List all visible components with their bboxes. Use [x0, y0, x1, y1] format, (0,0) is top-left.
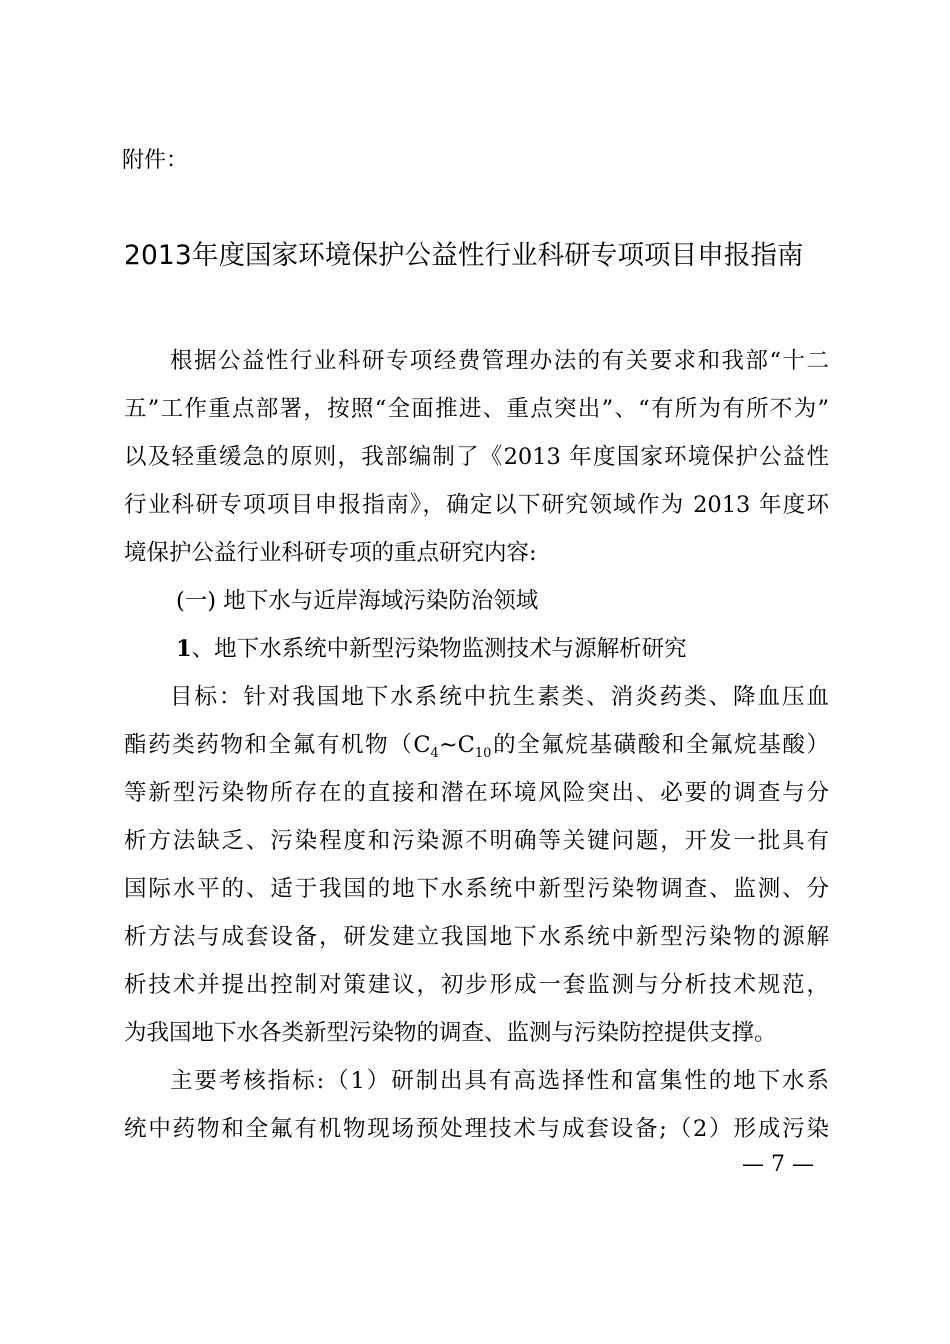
goal-text: 的全氟烷基磺酸和全氟烷基酸）	[491, 732, 829, 758]
annex-label: 附件：	[122, 148, 189, 173]
indicator-line: 主要考核指标:（1）研制出具有高选择性和富集性的地下水系	[170, 1068, 829, 1094]
goal-line: 为我国地下水各类新型污染物的调查、监测与污染防控提供支撑。	[124, 1020, 777, 1046]
intro-line: 以及轻重缓急的原则，我部编制了《2013 年度国家环境保护公益性	[124, 444, 829, 470]
goal-text: 酯药类药物和全氟有机物（C	[124, 732, 431, 758]
item-heading	[124, 625, 829, 673]
intro-line: 五”工作重点部署，按照“全面推进、重点突出”、“有所为有所不为”	[124, 396, 829, 422]
goal-line: 析技术并提出控制对策建议，初步形成一套监测与分析技术规范，	[124, 972, 829, 998]
document-title: 2013年度国家环境保护公益性行业科研专项项目申报指南	[124, 240, 804, 271]
goal-text: ~C	[438, 732, 475, 758]
document-body	[124, 337, 829, 1153]
item-title: 、地下水系统中新型污染物监测技术与源解析研究	[191, 636, 687, 662]
section-heading: (一) 地下水与近岸海域污染防治领域	[176, 588, 539, 614]
goal-line: 国际水平的、适于我国的地下水系统中新型污染物调查、监测、分	[124, 876, 829, 902]
subscript: 4	[430, 746, 439, 761]
intro-line: 境保护公益行业科研专项的重点研究内容:	[124, 540, 537, 566]
goal-line	[124, 721, 829, 769]
page-number: — 7 —	[742, 1152, 814, 1177]
intro-line: 行业科研专项项目申报指南》，确定以下研究领域作为 2013 年度环	[124, 492, 829, 518]
goal-line: 析方法缺乏、污染程度和污染源不明确等关键问题，开发一批具有	[124, 828, 829, 854]
item-number: 1	[176, 636, 192, 662]
goal-line: 目标：针对我国地下水系统中抗生素类、消炎药类、降血压血	[170, 684, 829, 710]
goal-line: 等新型污染物所存在的直接和潜在环境风险突出、必要的调查与分	[124, 780, 829, 806]
intro-line: 根据公益性行业科研专项经费管理办法的有关要求和我部“十二	[170, 348, 829, 374]
indicator-line: 统中药物和全氟有机物现场预处理技术与成套设备;（2）形成污染	[124, 1116, 829, 1142]
subscript: 10	[474, 746, 492, 761]
goal-line: 析方法与成套设备，研发建立我国地下水系统中新型污染物的源解	[124, 924, 829, 950]
